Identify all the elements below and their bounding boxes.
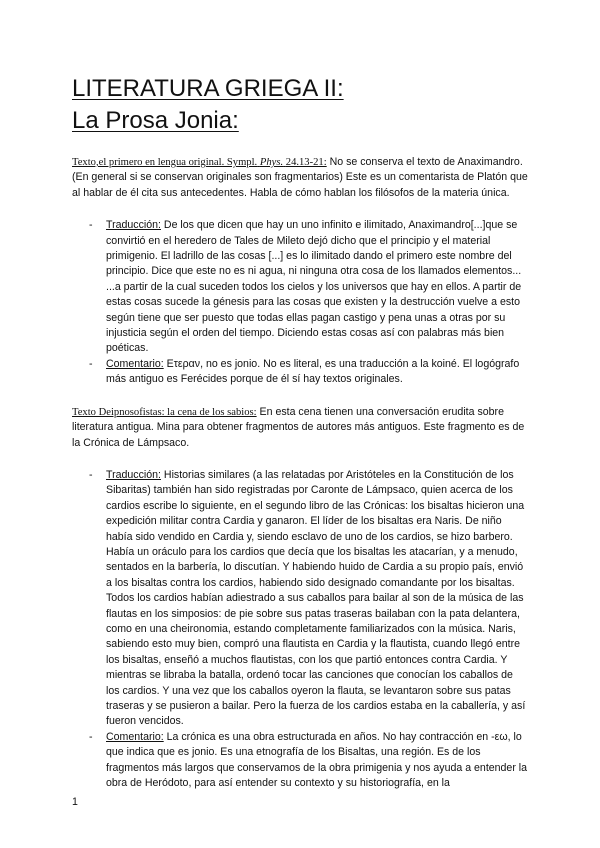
item-label: Comentario: xyxy=(106,730,164,743)
item-text: De los que dicen que hay un uno infinito e ilimitado, Anaximandro[...]que se convirtió en el heredero de Tales de Mileto dejó dicho que el principio y el material primigenio. El ladrillo de las cosas [...] es lo ilimitado dando el primero este nombre del principio. Dice que este no es ni agua, ni ninguna otra cosa de los llamados elementos... ...a partir de la cual suceden todos los cielos y los universos que hay en ellos. A partir de estas cosas sucede la génesis para las cosas que existen y la destrucción vuelve a esto según tiene que ser puesto que todas ellas pagan castigo y pena unas a otras por su injusticia según el orden del tiempo. Diciendo estas cosas así con palabras más bien poéticas. xyxy=(106,219,522,355)
section-2-intro xyxy=(72,405,528,451)
list-item xyxy=(72,357,528,388)
item-text: La crónica es una obra estructurada en años. No hay contracción en -εω, lo que indica que es jonio. Es una etnografía de los Bisaltas, una región. Es de los fragmentos más largos que conservamos de la obra primigenia y nos ayuda a entender la obra de Heródoto, para así entender su contexto y su historiografía, en la xyxy=(106,730,528,790)
page-number: 1 xyxy=(72,796,78,808)
page-content xyxy=(72,74,528,791)
list-item xyxy=(72,468,528,730)
section-1-reference: Texto,el primero en lengua original. Sympl. Phys. 24.13-21: xyxy=(72,157,327,168)
item-text: Historias similares (a las relatadas por Aristóteles en la Constitución de los Sibaritas) también han sido registradas por Caronte de Lámpsaco, quien acerca de los cardios escribe lo siguiente, en el segundo libro de las Crónicas: los bisaltas hicieron una expedición militar contra Cardia y ganaron. El líder de los bisaltas era Naris. De niño había sido vendido en Cardia y, siendo esclavo de uno de los cardios, se hizo barbero. Había un oráculo para los cardios que decía que los bisaltas les atacarían, y a menudo, sentados en la barbería, lo discutían. Y habiendo huido de Cardia a su propio país, envió a los bisaltas contra los cardios, habiendo sido designado comandante por los bisaltas. Todos los cardios habían adiestrado a sus caballos para bailar al son de la música de las flautas en los simposios: de pie sobre sus patas traseras bailaban con la pata delantera, como en una cheironomia, estando completamente familiarizados con la música. Naris, sabiendo esto muy bien, compró una flautista en Cardia y la flautista, cuando llegó entre los bisaltas, enseñó a muchos flautistas, con los que partió entonces contra Cardia. Y mientras se libraba la batalla, ordenó tocar las canciones que conocían los caballos de los cardios. Y una vez que los caballos oyeron la flauta, se levantaron sobre sus patas traseras y se pusieron a bailar. Pero la fuerza de los cardios estaba en la caballería, y así fueron vencidos. xyxy=(106,468,526,728)
bullet-dash: - xyxy=(89,730,93,743)
section-1-intro xyxy=(72,155,528,201)
section-2-list xyxy=(72,468,528,792)
item-text: Ετεραν, no es jonio. No es literal, es una traducción a la koiné. El logógrafo más antiguo es Ferécides porque de él sí hay textos originales. xyxy=(106,357,520,386)
section-2-intro-text: En esta cena tienen una conversación erudita sobre literatura antigua. Mina para obtener fragmentos de autores más antiguos. Este fragmento es de la Crónica de Lámpsaco. xyxy=(72,405,525,449)
section-1-list xyxy=(72,218,528,387)
title-line-1: LITERATURA GRIEGA II: xyxy=(72,75,344,102)
item-label: Traducción: xyxy=(106,468,161,481)
bullet-dash: - xyxy=(89,357,93,370)
bullet-dash: - xyxy=(89,468,93,481)
list-item xyxy=(72,218,528,357)
item-label: Comentario: xyxy=(106,357,164,370)
section-1-reference-italic: Phys. xyxy=(259,157,284,168)
section-2-reference: Texto Deipnosofistas: la cena de los sabios: xyxy=(72,406,257,418)
section-1-intro-text: No se conserva el texto de Anaximandro. (En general si se conservan originales son fragmentarios) Este es un comentarista de Platón que al hablar de él cita sus antecedentes. Habla de cómo hablan los filósofos de la materia única. xyxy=(72,156,528,199)
item-label: Traducción: xyxy=(106,219,161,232)
list-item xyxy=(72,730,528,792)
title-line-2: La Prosa Jonia: xyxy=(72,107,239,134)
bullet-dash: - xyxy=(89,219,93,232)
